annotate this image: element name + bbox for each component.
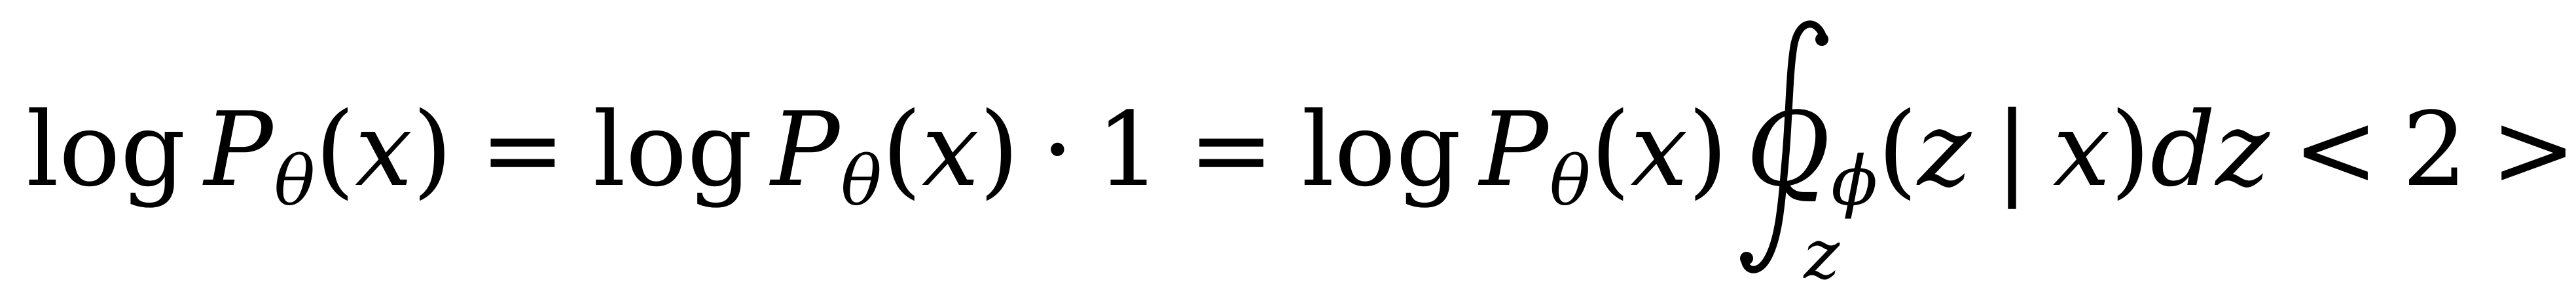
number-one: 1 [1096, 90, 1161, 209]
subscript-theta: θ [274, 141, 316, 221]
log-function: log [1301, 90, 1462, 209]
right-paren: ) [1688, 90, 1728, 209]
left-paren: ( [882, 90, 922, 209]
variable-P: P [1479, 90, 1548, 209]
variable-P: P [204, 90, 273, 209]
integral-subscript-z: z [1804, 214, 1840, 294]
variable-x: x [921, 90, 979, 209]
variable-x: x [355, 90, 413, 209]
log-function: log [26, 90, 186, 209]
equals-sign: = [1188, 90, 1275, 209]
variable-x: x [1630, 90, 1688, 209]
variable-Q: Q [1746, 90, 1830, 209]
equation [26, 0, 2576, 299]
number-two: 2 [2402, 90, 2467, 209]
right-paren: ) [979, 90, 1019, 209]
left-paren: ( [1878, 90, 1918, 209]
variable-x: x [2052, 90, 2111, 209]
right-paren: ) [412, 90, 453, 209]
variable-z: z [1917, 90, 1972, 209]
variable-z: z [2215, 90, 2270, 209]
left-paren: ( [1590, 90, 1631, 209]
equals-sign: = [480, 90, 566, 209]
log-function: log [592, 90, 753, 209]
less-than-sign: < [2293, 90, 2379, 209]
subscript-theta: θ [841, 141, 882, 221]
subscript-theta: θ [1549, 141, 1591, 221]
multiplication-dot: · [1041, 90, 1074, 209]
subscript-phi: ϕ [1831, 141, 1878, 221]
conditional-bar: | [1995, 90, 2029, 209]
variable-P: P [771, 90, 840, 209]
differential-d: d [2150, 90, 2216, 209]
right-paren: ) [2110, 90, 2150, 209]
left-paren: ( [315, 90, 355, 209]
greater-than-sign: > [2490, 90, 2576, 209]
